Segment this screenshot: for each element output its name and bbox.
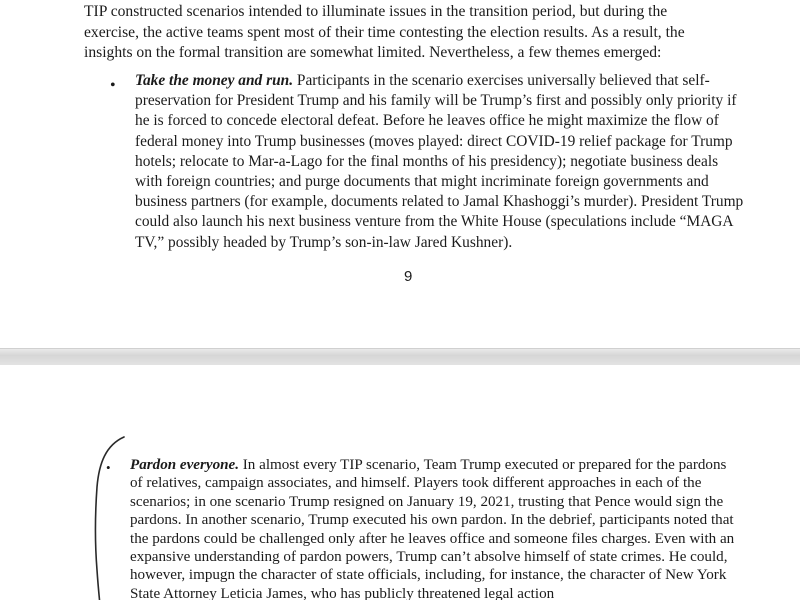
page-number: 9 (404, 268, 413, 285)
intro-paragraph: TIP constructed scenarios intended to illuminate issues in the transition period, but during the exercise, the active teams spent most of their time contesting the election results. As a result, the insights on the formal transition are somewhat limited. Nevertheless, a few themes emerged: (84, 3, 685, 62)
bullet-item-money (135, 71, 747, 253)
bullet-marker: • (110, 77, 116, 94)
bullet-item-lead: Take the money and run. (135, 72, 294, 89)
bullet-item-lead: Pardon everyone. (130, 457, 239, 473)
bullet-item-pardon (130, 456, 740, 600)
bullet-item-body: In almost every TIP scenario, Team Trump executed or prepared for the pardons of relatives, campaign associates, and himself. Players took different approaches in each of the scenarios; in one scenario Trump resigned on January 19, 2021, trusting that Pence would sign the pardons. In another scenario, Trump executed his own pardon. In the debrief, participants noted that the pardons could be challenged only after he leaves office and someone files charges. Even with an expansive understanding of pardon powers, Trump can’t absolve himself of state crimes. He could, however, impugn the character of state officials, including, for instance, the character of New York State Attorney Leticia James, who has publicly threatened legal action (130, 457, 735, 600)
document-page-bottom (0, 365, 800, 600)
bullet-item-body: Participants in the scenario exercises universally believed that self-preservation for President Trump and his family will be Trump’s first and possibly only priority if he is forced to concede electoral defeat. Before he leaves office he might maximize the flow of federal money into Trump businesses (moves played: direct COVID-19 relief package for Trump hotels; relocate to Mar-a-Lago for the final months of his presidency); negotiate business deals with foreign countries; and purge documents that might incriminate foreign governments and business partners (for example, documents related to Jamal Khashoggi’s murder). President Trump could also launch his next business venture from the White House (speculations include “MAGA TV,” possibly headed by Trump’s son-in-law Jared Kushner). (135, 72, 744, 251)
bullet-marker: • (106, 460, 111, 475)
page-separator (0, 348, 800, 366)
